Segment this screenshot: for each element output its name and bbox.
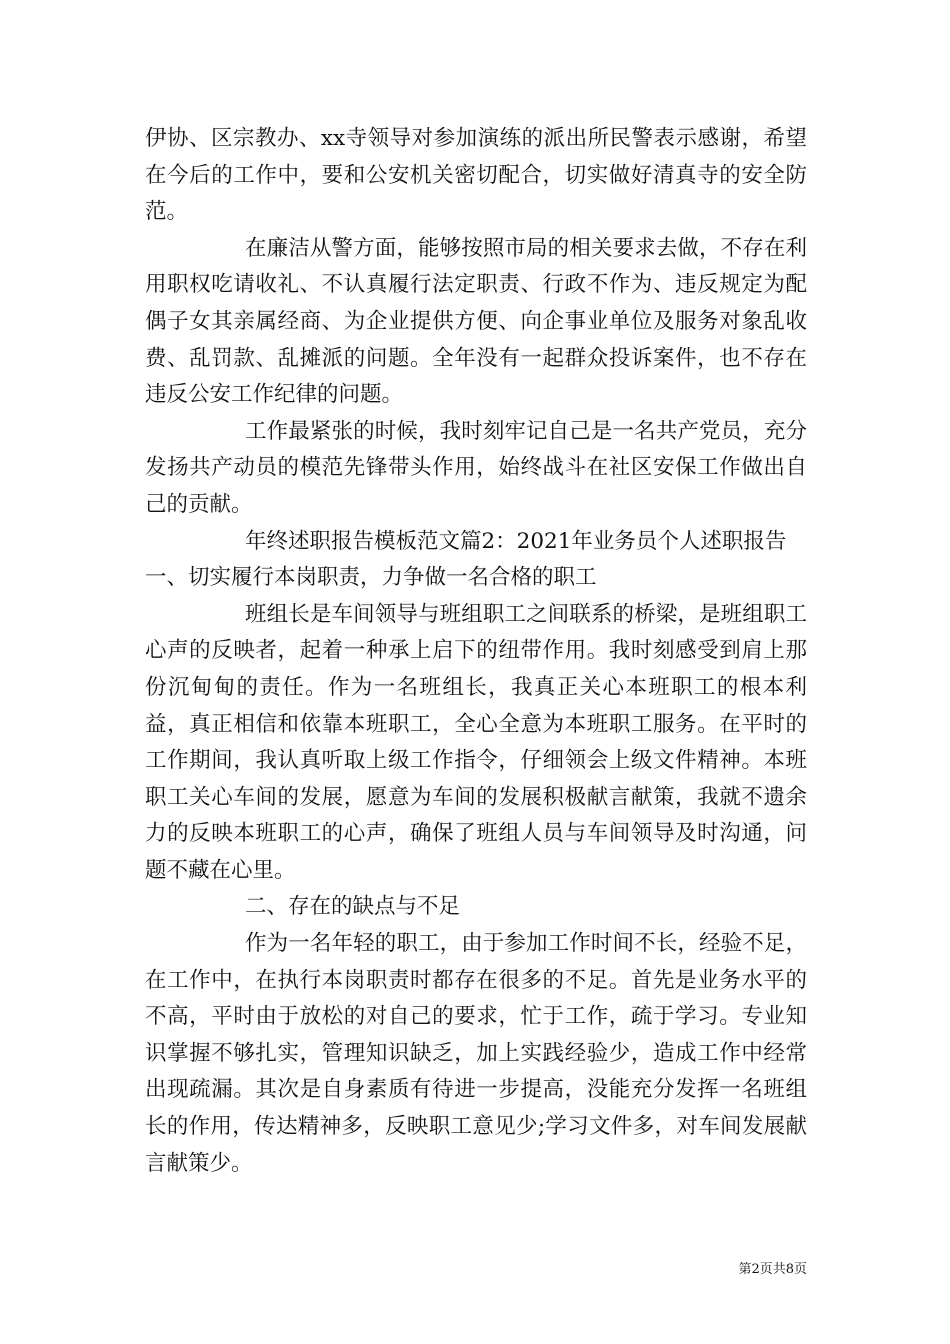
section-heading-2: 二、存在的缺点与不足 — [245, 894, 461, 920]
paragraph-team-leader: 班组长是车间领导与班组职工之间联系的桥梁，是班组职工心声的反映者，起着一种承上启下的纽带作用。我时刻感受到肩上那份沉甸甸的责任。作为一名班组长，我真正关心本班职工的根本利益，真正相信和依靠本班职工，全心全意为本班职工服务。在平时的工作期间，我认真听取上级工作指令，仔细领会上级文件精神。本班职工关心车间的发展，愿意为车间的发展积极献言献策，我就不遗余力的反映本班职工的心声，确保了班组人员与车间领导及时沟通，问题不藏在心里。 — [145, 601, 807, 883]
page-number: 第2页共8页 — [738, 1262, 807, 1277]
paragraph-party-member: 工作最紧张的时候，我时刻牢记自己是一名共产党员，充分发扬共产动员的模范先锋带头作用，始终战斗在社区安保工作做出自己的贡献。 — [145, 418, 807, 517]
section-heading-1: 一、切实履行本岗职责，力争做一名合格的职工 — [145, 565, 597, 591]
paragraph-continuation: 伊协、区宗教办、xx寺领导对参加演练的派出所民警表示感谢，希望在今后的工作中，要和公安机关密切配合，切实做好清真寺的安全防范。 — [145, 126, 807, 225]
document-body — [145, 121, 807, 1182]
paragraph-integrity: 在廉洁从警方面，能够按照市局的相关要求去做，不存在利用职权吃请收礼、不认真履行法定职责、行政不作为、违反规定为配偶子女其亲属经商、为企业提供方便、向企事业单位及服务对象乱收费、乱罚款、乱摊派的问题。全年没有一起群众投诉案件，也不存在违反公安工作纪律的问题。 — [145, 235, 807, 408]
article-title: 年终述职报告模板范文篇2：2021年业务员个人述职报告 — [245, 528, 787, 554]
paragraph-shortcomings: 作为一名年轻的职工，由于参加工作时间不长，经验不足，在工作中，在执行本岗职责时都存在很多的不足。首先是业务水平的不高，平时由于放松的对自己的要求，忙于工作，疏于学习。专业知识掌握不够扎实，管理知识缺乏，加上实践经验少，造成工作中经常出现疏漏。其次是自身素质有待进一步提高，没能充分发挥一名班组长的作用，传达精神多，反映职工意见少;学习文件多，对车间发展献言献策少。 — [145, 931, 807, 1176]
